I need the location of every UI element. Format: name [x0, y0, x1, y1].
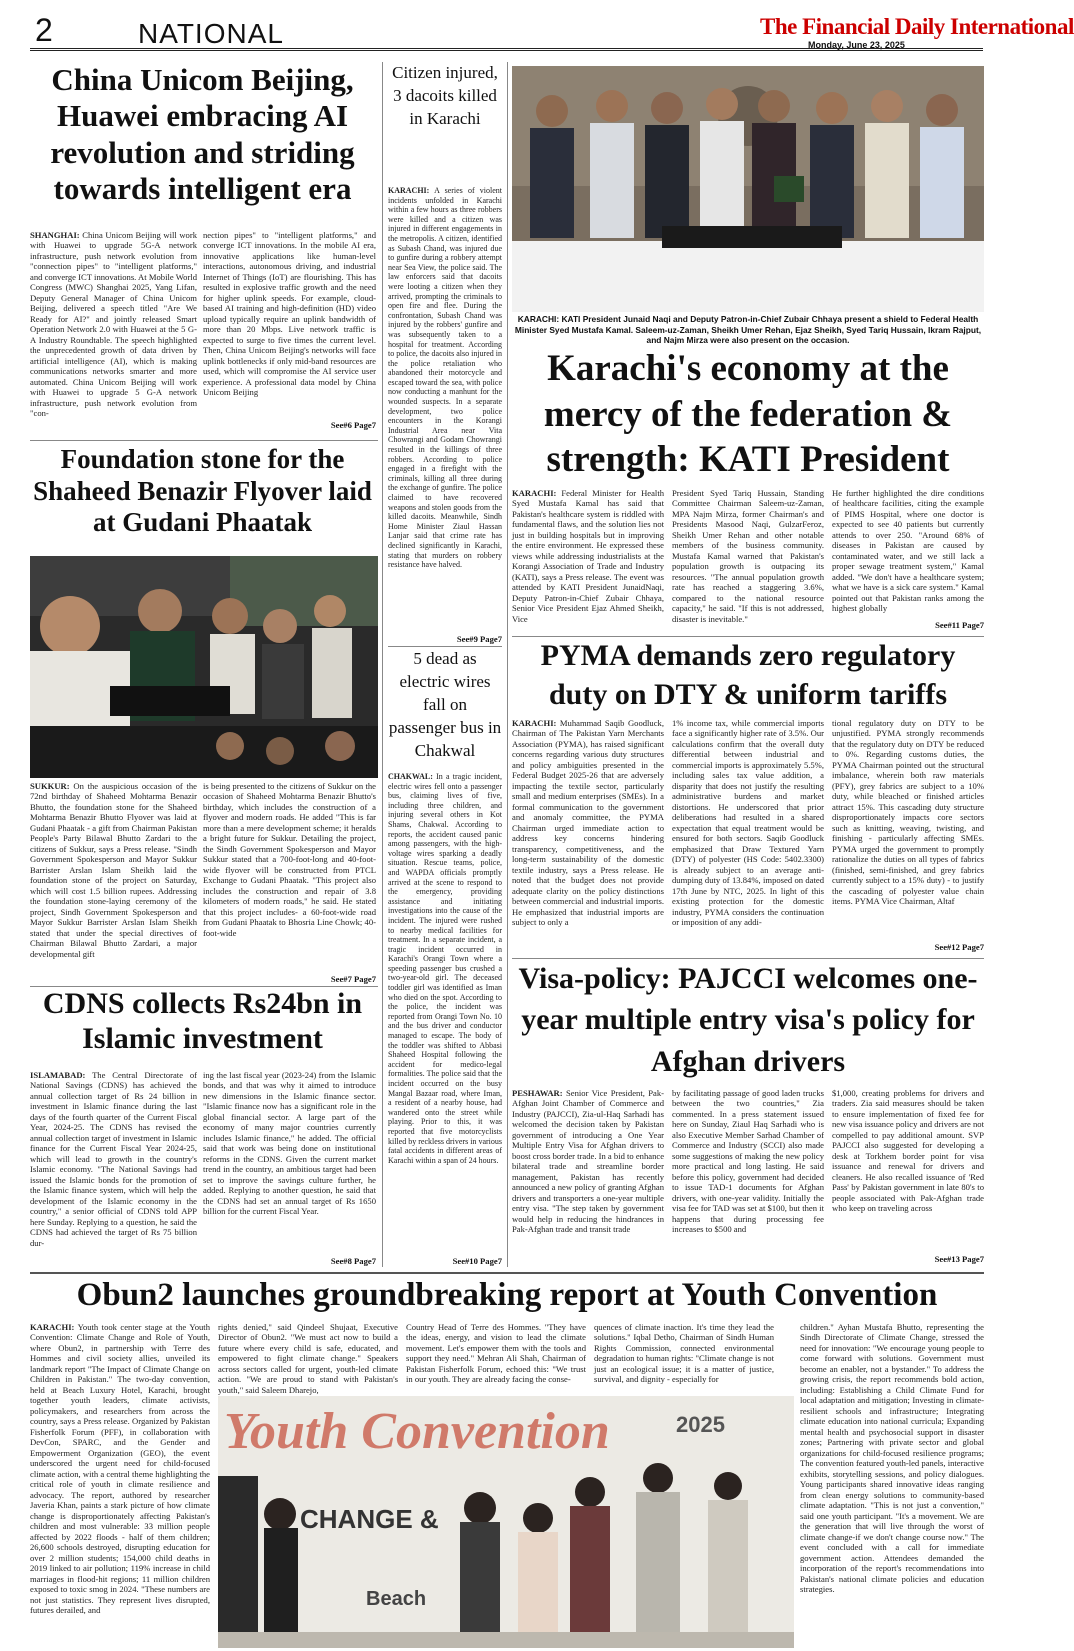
stage-sign-text: CHANGE &	[300, 1504, 439, 1534]
story2-body	[30, 781, 197, 986]
story6-headline: Karachi's economy at the mercy of the federation & strength: KATI President	[543, 348, 953, 480]
story5-dateline: CHAKWAL:	[388, 772, 433, 781]
story8-see: See#13 Page7	[934, 1254, 984, 1264]
story5-body	[388, 772, 502, 1254]
story3-body	[30, 1070, 197, 1266]
story9-body	[30, 1322, 210, 1648]
story6-col2: President Syed Tariq Hussain, Standing Committee Chairman Saleem-uz-Zaman, MPA Najm Mirza, former Chairman's and Presidents Masood Naqi, GulzarFeroz, Sheikh Umer Rehan and other notable members of the business community. Mustafa Kamal warned that Pakistan's population growth is outpacing its resources. "The annual population growth rate has reached a staggering 3.6%, compared to the national resource capacity," he said. "If this is not addressed, disaster is inevitable."	[672, 488, 824, 624]
story3-body-2	[203, 1070, 376, 1256]
masthead-rule	[30, 48, 983, 51]
story9-top2: rights denied," said Qindeel Shujaat, Executive Director of Obun2. "We must act now to build a future where every child is safe, educated, and empowered to fight climate change." Speakers across sectors called for urgent, youth-led climate action. "We are proud to stand with Pakistan's youth," said Saleem Dharejo,	[218, 1322, 398, 1395]
kati-photo-caption: KARACHI: KATI President Junaid Naqi and Deputy Patron-in-Chief Zubair Chhaya present a shield to Federal Health Minister Syed Mustafa Kamal. Saleem-uz-Zaman, Sheikh Umer Rehan, Ejaz Sheikh, Syed Tariq Hussain, Ikram Rajput, and Najm Mirza were also present on the occasion.	[514, 314, 982, 345]
story9-body-5	[800, 1322, 984, 1648]
story5-text: In a tragic incident, electric wires fell onto a passenger bus, claiming lives of five, including three children, and injuring several others in Kot Shams, Chakwal. According to reports, the accident caused panic among passengers, with the high-voltage wires sparking a deadly situation. Rescue teams, police, and WAPDA officials promptly arrived at the scene to respond to the emergency, providing assistance and initiating investigations into the cause of the incident. The injured were rushed to nearby medical facilities for treatment. In a separate incident, a tragic incident occurred in Karachi's Orangi Town where a speeding passenger bus crushed a two-year-old girl. The deceased toddler girl was identified as Iman who died on the spot. According to the police, the incident was reported from Orangi Town No. 10 and the bus driver and conductor managed to escape. The body of the toddler was shifted to Abbasi Shaheed Hospital following the accident for medico-legal formalities. The police said that the incident occurred on the busy Mangal Bazaar road, where Iman, a resident of a nearby house, had wandered onto the street while playing. Prior to this, it was reported that five motorcyclists killed by reckless drivers in various fatal accidents in different areas of Karachi within a span of 24 hours.	[388, 772, 502, 1165]
divider	[30, 440, 378, 441]
column-rule	[382, 62, 383, 1267]
page-number: 2	[35, 12, 53, 48]
story2-see: See#7 Page7	[330, 974, 376, 984]
youth-convention-photo	[218, 1396, 794, 1648]
story9-col5: children." Ayhan Mustafa Bhutto, representing the Sindh Directorate of Climate Change, stressed the need for innovation: "We encourage young people to come forward with solutions. Government must become an enabler, not a bystander." To address the growing crisis, the report recommends bold action, including: Establishing a Child Climate Fund for local adaptation and mitigation; Investing in climate-resilient schools and infrastructure; Integrating climate education into national curricula; Expanding mental health and psychosocial support in disaster zones; Partnering with private sector and global organizations for child-focused resilience programs; The convention featured youth-led panels, interactive exhibits, storytelling sessions, and policy dialogues. Young participants shared innovative ideas ranging from clean energy solutions to community-based climate adaptation. "This is not just a convention," said one youth participant. "It's a movement. We are the generation that will live through the worst of climate change-if we don't change course now." The event concluded with a call for immediate government action. Attendees demanded the incorporation of the report's recommendations into Pakistan's national climate policies and education strategies.	[800, 1322, 984, 1595]
story7-col1: Muhammad Saqib Goodluck, Chairman of The Pakistan Yarn Merchants Association (PYMA), has raised significant concerns regarding various duty structures and policy ambiguities presented in the Federal Budget 2025-26 that are adversely impacting the textile sector, particularly small and medium enterprises (SMEs). In a formal communication to the government and anomaly committee, the PYMA Chairman urged immediate action to address key concerns hindering transparency, competitiveness, and the long-term sustainability of the domestic textile industry, says a Press release. He noted that the budget does not provide adequate clarity on the policy distinctions between commercial and industrial imports. He emphasized that industrial imports are subject to only a	[512, 718, 664, 928]
section-name: NATIONAL	[138, 18, 284, 49]
story1-dateline: SHANGHAI:	[30, 230, 80, 240]
story7-dateline: KARACHI:	[512, 718, 557, 728]
stage-sign-text: Beach	[366, 1588, 427, 1610]
story9-top3: Country Head of Terre des Hommes. "They have the ideas, energy, and vision to lead the climate movement. Let's empower them with the tools and support they need." Mehran Ali Shah, Chairman of Pakistan Fisherfolk Forum, echoed this: "We trust in our youth. They are already facing the conse-	[406, 1322, 586, 1385]
story6-body	[512, 488, 664, 628]
story9-col1: Youth took center stage at the Youth Convention: Climate Change and Role of Youth, where Obun2, in partnership with Terre des Hommes and civil society allies, unveiled its landmark report "The Impact of Climate Change on Children in Pakistan." The two-day convention, held at Beach Luxury Hotel, Karachi, brought together youth leaders, climate activists, policymakers, and researchers from across the country, says a Press release. Organized by Pakistan Fisherfolk Forum (PFF), in collaboration with DevCon, SPARC, and the Gender and Empowerment Organization (GEO), the event underscored the urgent need for child-focused climate action, with a central theme highlighting the critical role of youth in climate resilience and advocacy. The report, authored by researcher Javeria Khan, paints a stark picture of how climate change is disproportionately affecting Pakistan's children and most vulnerable: 33 million people affected by 2022 floods - half of them children; 26,600 schools destroyed, disrupting education for over 2 million students; 154,000 child deaths in 2019 linked to air pollution; 119% increase in child marriages in flood-hit regions; 11 million children exposed to toxic smog in 2024. "These numbers are not just statistics. They represent lives disrupted, futures derailed, and	[30, 1322, 210, 1616]
story4-headline: Citizen injured, 3 dacoits killed in Karachi	[392, 63, 498, 128]
story4-dateline: KARACHI:	[388, 186, 430, 195]
story2-headline: Foundation stone for the Shaheed Benazir Flyover laid at Gudani Phaatak	[33, 444, 372, 538]
story8-headline: Visa-policy: PAJCCI welcomes one-year multiple entry visa's policy for Afghan drivers	[518, 962, 978, 1078]
story2-col2: is being presented to the citizens of Sukkur on the occasion of Shaheed Mohtarma Benazir Bhutto's birthday, which includes the construction of a flyover and modern roads. He added "This is far more than a mere development scheme; it heralds a bright future for Sukkur. Detailing the project, the Sindh Government Spokesperson and Mayor Sukkur stated that a 700-foot-long and 40-foot-wide flyover will be constructed from PTCL Exchange to Gudani Phaatak. "This project also includes the construction and repair of 3.8 kilometers of modern roads," he said. He stated that this project includes- a 60-foot-wide road from Gudani Phaatak to Bhosria Line Chowk; 40-foot-wide	[203, 781, 376, 938]
story2-col1: On the auspicious occasion of the 72nd birthday of Shaheed Mohtarma Benazir Bhutto, the foundation stone for the Shaheed Mohtarma Benazir Bhutto Flyover was laid at Gudani Phaatak - a gift from Chairman Pakistan People's Party Bilawal Bhutto Zardari to the citizens of Sukkur, says a Press release. "Sindh Government Spokesperson and Mayor Sukkur Barrister Arslan Islam Sheikh laid the foundation stone of the project on Saturday, which will cost 1.5 billion rupees. Addressing the foundation stone-laying ceremony of the project, Sindh Government Spokesperson and Mayor Sukkur Barrister Arslan Islam Sheikh stated that under the special directives of Chairman Bilawal Bhutto Zardari, a major developmental gift	[30, 781, 197, 959]
story6-body-3	[832, 488, 984, 618]
story3-dateline: ISLAMABAD:	[30, 1070, 86, 1080]
story3-headline: CDNS collects Rs24bn in Islamic investment	[42, 987, 363, 1056]
story8-col2: by facilitating passage of good laden trucks between the two countries," Zia commented. In a press statement issued here on Sunday, Ziaul Haq Sarhadi who is also Executive Member Sarhad Chamber of Commerce and Industry (SCCI) also made some suggestions of making the new policy more practical and long lasting. He said before this policy, government had decided to issue TAD-1 documents for Afghan drivers, with one-year validity. Initially the visa fee for TAD was set at $100, but then it happens that during processing fee increases to $500 and	[672, 1088, 824, 1235]
story7-headline: PYMA demands zero regulatory duty on DTY & uniform tariffs	[540, 639, 956, 711]
convention-banner-year: 2025	[676, 1412, 725, 1437]
story3-col1: The Central Directorate of National Savings (CDNS) has achieved the annual collection target of Rs 24 billion in investment in Islamic finance during the last days of the fourth quarter of the Current Fiscal Year, 2024-25. The CDNS has revised the annual collection target of investment in Islamic finance for the Current Fiscal Year 2024-25, which will lead to growth in the country's Islamic economy. "The National Savings had issued the Islamic bonds for the promotion of the Islamic finance system, which will help the development of the Islamic economy in the country," a senior official of CDNS told APP here Sunday. Replying to a question, he said the CDNS had achieved the target of Rs 75 billion dur-	[30, 1070, 197, 1248]
story6-body-2	[672, 488, 824, 628]
story6-dateline: KARACHI:	[512, 488, 557, 498]
story6-col1: Federal Minister for Health Syed Mustafa Kamal has said that Pakistan's healthcare system is riddled with fundamental flaws, and the solution lies not just in building hospitals but in improving the entire environment. He expressed these views while addressing industrialists at the Korangi Association of Trade and Industry (KATI), says a Press release. The event was attended by KATI President JunaidNaqi, Deputy Patron-in-Chief Zubair Chhaya, Senior Vice President Ejaz Ahmed Sheikh, Vice	[512, 488, 665, 624]
story4-body	[388, 186, 502, 632]
story8-dateline: PESHAWAR:	[512, 1088, 563, 1098]
story9-headline: Obun2 launches groundbreaking report at Youth Convention	[76, 1277, 938, 1313]
story8-col3: $1,000, creating problems for drivers and traders. Zia said measures should be taken to ensure implementation of fixed fee for new visa issuance policy and drivers are not compelled to pay additional amount. SVP PAJCCI also suggested for developing a desk at Torkhem border point for visa issuance and renewal for drivers and cleaners. He also recalled issuance of 'Red Pass' by Pakistan government in late 80's to people associated with Pak-Afghan trade who keep on traveling across	[832, 1088, 984, 1214]
convention-banner-text: Youth Convention	[224, 1403, 610, 1460]
story8-body-3	[832, 1088, 984, 1250]
story8-body-2	[672, 1088, 824, 1264]
story7-see: See#12 Page7	[934, 942, 984, 952]
story7-col2: 1% income tax, while commercial imports face a significantly higher rate of 3.5%. Our calculations confirm that the overall duty differential between industrial and commercial imports is approximately 5.5%, including sales tax value addition, a disparity that does not justify the resulting administrative burdens and market distortions. He underscored that prior deliberations had resulted in a shared expectation that equal treatment would be ensured for both sectors. Saqib Goodluck emphasized that Draw Textured Yarn (DTY) of polyester (HS Code: 5402.3300) is already subject to an average anti-dumping duty of 13.84%, imposed on dated 17th June by NTC, 2025. In light of this existing protection for the domestic industry, PYMA considers the continuation or imposition of any addi-	[672, 718, 824, 928]
story1-headline: China Unicom Beijing, Huawei embracing AI revolution and striding towards intelligent era	[50, 62, 355, 206]
story6-see: See#11 Page7	[935, 620, 984, 630]
column-rule	[507, 62, 508, 1267]
story1-see: See#6 Page7	[330, 420, 376, 430]
story5-see: See#10 Page7	[452, 1256, 502, 1266]
story6-col3: He further highlighted the dire conditions of healthcare facilities, citing the example of PIMS Hospital, where one doctor is expected to see 40 patients but currently attends to over 250. "Around 68% of diseases in Pakistan are caused by contaminated water, and we still lack a proper sewage treatment system," Kamal added. "We don't have a healthcare system; what we have is a sick care system." Kamal pointed out that Pakistan ranks among the highest globally	[832, 488, 984, 614]
story2-body-2	[203, 781, 376, 974]
story9-top-3	[406, 1322, 586, 1388]
story7-body	[512, 718, 664, 958]
story7-body-3	[832, 718, 984, 942]
story7-body-2	[672, 718, 824, 958]
issue-date: Monday, June 23, 2025	[808, 40, 905, 50]
story4-text: A series of violent incidents unfolded in Karachi within a few hours as three robbers were killed and a citizen was injured in different engagements in the metropolis. A citizen, identified as Subash Chand, was injured due to gunfire during a robbery attempt near Sea View, the police said. The law enforcers said that dacoits were looting a citizen when they arrived, prompting the criminals to open fire and flee. During the confrontation, Subash Chand was injured by the robbers' gunfire and was subsequently taken to a hospital for treatment. According to police, the dacoits also injured in the police retaliation who abandoned their motorcycle and escaped toward the sea, with police now conducting a manhunt for the wounded suspects. In a separate development, two police encounters in the Korangi Industrial Area near Vita Chowrangi and Godam Chowrangi resulted in the killings of three robbers. According to police engaged in a firefight with the criminals, killing all three during the exchange of gunfire. The police claimed to have recovered weapons and stolen goods from the killed dacoits. Meanwhile, Sindh Home Minister Ziaul Hassan Lanjar said that crime rate has declined significantly in Karachi, stating that murders on robbery resistance have halved.	[388, 186, 503, 570]
story5-headline: 5 dead as electric wires fall on passenger bus in Chakwal	[388, 649, 502, 760]
story7-col3: tional regulatory duty on DTY to be unjustified. PYMA strongly recommends that the regulatory duty on DTY be reduced to 0%. Regarding customs duties, the PYMA Chairman pointed out the structural imbalance, wherein both raw materials (PFY), grey fabrics are subject to a 10% duty, while bleached or finished articles attract 15%. This cascading duty structure disproportionately impacts core sectors such as knitting, weaving, twisting, and finishing - particularly affecting SMEs. PYMA urged the government to promptly rationalize the duties on all types of fabrics (finished, semi-finished, and grey fabrics currently subject to a 15% duty) - to justify the cascading of polyester value chain items. PYMA Vice Chairman, Altaf	[832, 718, 984, 907]
story1-col1: China Unicom Beijing will work with Huawei to upgrade 5G-A network infrastructure, push network evolution from "connection pipes" to "intelligent platforms," and converge ICT innovations. At Mobile World Congress (MWC) Shanghai 2025, Yang Lifan, Deputy General Manager of China Unicom Beijing, delivered a speech titled "Are We Ready for AI?" and jointly released Smart Operation Network 2.0 with Huawei at the 5 G-A Industry Roundtable. The speech highlighted the unprecedented growth of data driven by artificial intelligence (AI), which is making communications networks smarter and more automated. China Unicom Beijing will work with Huawei to upgrade 5 G-A network infrastructure, push network evolution from "con-	[30, 230, 197, 419]
story9-dateline: KARACHI:	[30, 1322, 75, 1332]
story1-body-2	[203, 230, 376, 420]
story1-body	[30, 230, 197, 430]
story9-top-4	[594, 1322, 774, 1388]
story9-top4: quences of climate inaction. It's time they lead the solutions." Iqbal Detho, Chairman of Sindh Human Rights Commission, connected environmental degradation to human rights: "Climate change is not just an ecological issue; it is a matter of justice, survival, and dignity - especially for	[594, 1322, 774, 1385]
kati-meeting-photo	[512, 66, 984, 312]
divider	[30, 1272, 984, 1274]
story4-see: See#9 Page7	[456, 634, 502, 644]
story3-see: See#8 Page7	[330, 1256, 376, 1266]
story1-col2: nection pipes" to "intelligent platforms," and converge ICT innovations. In the mobile AI era, innovative applications like human-level interactions, autonomous driving, and industrial Internet of Things (IoT) are flourishing. This has resulted in explosive traffic growth and the need for higher uplink speeds. For example, cloud-based AI training and high-definition (HD) video upload typically require an uplink bandwidth of more than 20 Mbps. Live network traffic is expected to surge to five times the current level. Then, China Unicom Beijing's networks will face uplink bottlenecks if only mid-band resources are used, which will compromise the AI service user experience. A professional data model by China Unicom Beijing	[203, 230, 376, 398]
divider	[388, 646, 502, 647]
flyover-ceremony-photo	[30, 556, 378, 778]
story3-col2: ing the last fiscal year (2023-24) from the Islamic bonds, and that was why it aimed to introduce new dimensions in the Islamic finance sector. "Islamic finance now has a significant role in the global financial sector. A large part of the economy of many major countries currently includes Islamic finance," he added. The official said that work was being done on institutional reforms in the CDNS. Given the current market trend in the country, an ambitious target had been set to improve the savings culture further, he added. Replying to another question, he said that the CDNS had set an annual target of Rs 1650 billion for the current Fiscal Year.	[203, 1070, 376, 1217]
story9-top-2	[218, 1322, 398, 1395]
story8-body	[512, 1088, 664, 1264]
paper-name: The Financial Daily International	[760, 14, 1074, 39]
story2-dateline: SUKKUR:	[30, 781, 70, 791]
story8-col1: Senior Vice President, Pak-Afghan Joint Chamber of Commerce and Industry (PAJCCI), Zia-ul-Haq Sarhadi has welcomed the decision taken by Pakistan government of introducing a One Year Multiple Entry Visa for Afghan drivers to boost cross border trade. In a bid to enhance bilateral trade and streamline border management, Pakistan has recently announced a new policy of granting Afghan drivers and transporters a one-year multiple entry visa. "The step taken by government would help in reducing the hindrances in Pak-Afghan trade and transit trade	[512, 1088, 665, 1235]
